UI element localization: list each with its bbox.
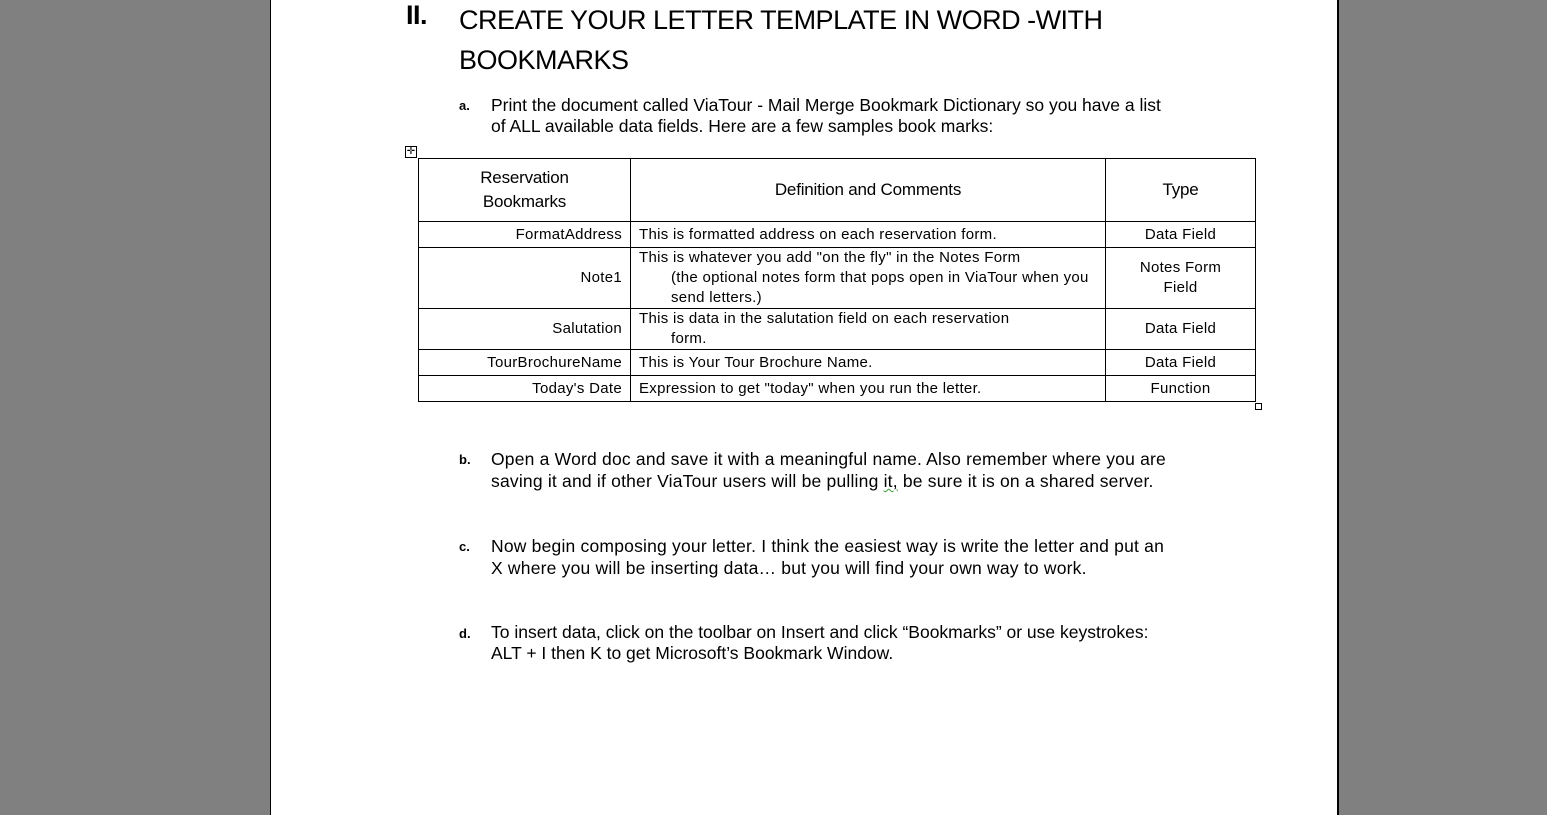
item-a-letter: a.	[459, 98, 470, 113]
definition-first-line: This is whatever you add "on the fly" in the Notes Form	[639, 249, 1021, 266]
definition-continuation: (the optional notes form that pops open in ViaTour when you send letters.)	[671, 269, 1089, 306]
resize-handle-icon[interactable]	[1255, 403, 1262, 410]
definition-cell	[631, 222, 1106, 248]
document-page[interactable]	[270, 0, 1337, 815]
table-row	[419, 222, 1256, 248]
bookmark-cell: TourBrochureName	[419, 350, 631, 376]
definition-cell	[631, 248, 1106, 309]
item-b-letter: b.	[459, 452, 471, 467]
table-row	[419, 376, 1256, 402]
item-a-text: Print the document called ViaTour - Mail Merge Bookmark Dictionary so you have a list of ALL available data fields. Here are a few samples book marks:	[491, 95, 1161, 136]
item-b-text	[491, 448, 1171, 492]
item-c-text: Now begin composing your letter. I think the easiest way is write the letter and put an X where you will be inserting data… but you will find your own way to work.	[491, 536, 1165, 578]
item-c-letter: c.	[459, 539, 470, 554]
bookmark-cell: FormatAddress	[419, 222, 631, 248]
definition-cell	[631, 350, 1106, 376]
section-number: II.	[406, 0, 428, 30]
definition-cell	[631, 376, 1106, 402]
definition-cell	[631, 309, 1106, 350]
definition-first-line: Expression to get "today" when you run the letter.	[639, 379, 982, 397]
grammar-flagged-word[interactable]: it,	[883, 471, 898, 491]
table-move-handle[interactable]	[405, 146, 417, 158]
table-row	[419, 350, 1256, 376]
move-cross-icon: ✛	[406, 146, 416, 157]
item-b-text-before: Open a Word doc and save it with a meaningful name. Also remember where you are saving it and if other ViaTour users will be pulling	[491, 449, 1166, 491]
type-cell: Function	[1106, 376, 1256, 402]
definition-first-line: This is data in the salutation field on each reservation	[639, 310, 1010, 327]
definition-continuation: form.	[671, 330, 707, 347]
header-type: Type	[1106, 159, 1256, 222]
type-cell: Notes Form Field	[1106, 248, 1256, 309]
item-d-letter: d.	[459, 626, 471, 641]
definition-first-line: This is formatted address on each reservation form.	[639, 225, 997, 243]
item-b-text-after: be sure it is on a shared server.	[897, 471, 1154, 491]
bookmark-cell: Salutation	[419, 309, 631, 350]
item-d-text: To insert data, click on the toolbar on Insert and click “Bookmarks” or use keystrokes: ALT + I then K to get Microsoft’s Bookmark Window.	[491, 622, 1149, 663]
header-bookmarks: Reservation Bookmarks	[419, 159, 631, 222]
definition-first-line: This is Your Tour Brochure Name.	[639, 353, 873, 371]
type-cell: Data Field	[1106, 309, 1256, 350]
type-cell: Data Field	[1106, 222, 1256, 248]
table-header-row	[419, 159, 1256, 222]
section-heading: CREATE YOUR LETTER TEMPLATE IN WORD -WITH BOOKMARKS	[459, 5, 1103, 75]
header-definition: Definition and Comments	[631, 159, 1106, 222]
bookmark-table	[418, 158, 1256, 402]
bookmark-cell: Note1	[419, 248, 631, 309]
bookmark-cell: Today's Date	[419, 376, 631, 402]
type-cell: Data Field	[1106, 350, 1256, 376]
table-row	[419, 248, 1256, 309]
table-row	[419, 309, 1256, 350]
